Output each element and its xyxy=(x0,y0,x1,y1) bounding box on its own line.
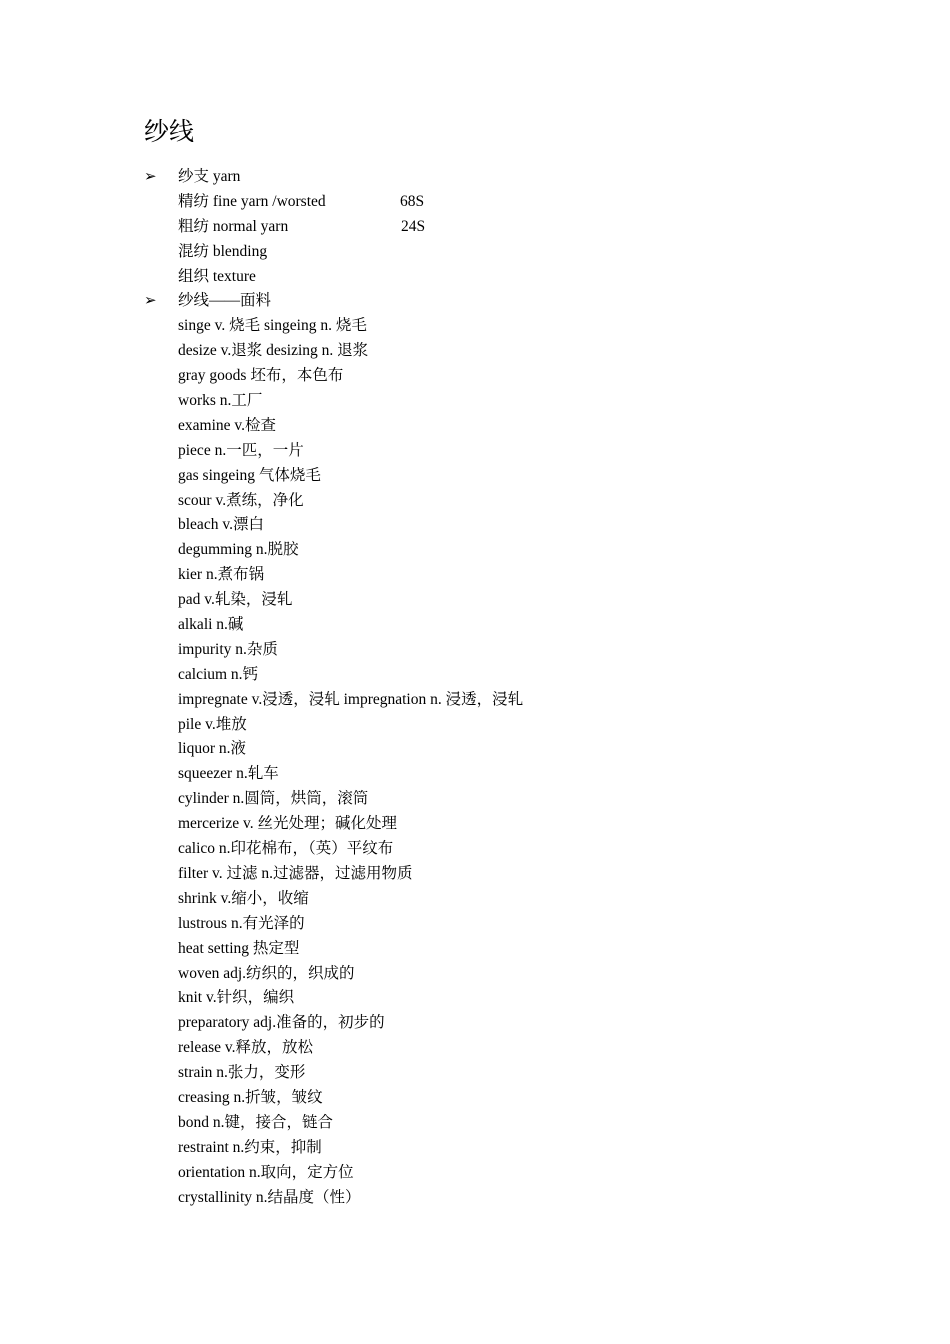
glossary-entry: mercerize v. 丝光处理；碱化处理 xyxy=(178,815,397,833)
glossary-entry: release v.释放，放松 xyxy=(178,1039,314,1057)
list-item xyxy=(0,1061,950,1086)
list-item xyxy=(0,862,950,887)
page-title: 纱线 xyxy=(144,117,195,146)
list-item xyxy=(0,1036,950,1061)
list-item xyxy=(0,1186,950,1211)
glossary-entry: piece n.一匹，一片 xyxy=(178,441,304,459)
arrow-bullet-icon: ➢ xyxy=(144,293,157,310)
glossary-entry: creasing n.折皱，皱纹 xyxy=(178,1088,323,1106)
yarn-count-value: 68S xyxy=(400,192,425,210)
list-item xyxy=(0,1111,950,1136)
list-item xyxy=(0,588,950,613)
list-item xyxy=(0,414,950,439)
glossary-entry: scour v.煮练，净化 xyxy=(178,491,304,509)
glossary-entry: pile v.堆放 xyxy=(178,715,247,733)
glossary-entry: gray goods 坯布，本色布 xyxy=(178,367,344,385)
glossary-entry: filter v. 过滤 n.过滤器，过滤用物质 xyxy=(178,864,413,882)
list-item xyxy=(0,812,950,837)
list-item xyxy=(0,787,950,812)
list-item xyxy=(0,688,950,713)
glossary-entry: bleach v.漂白 xyxy=(178,516,264,534)
term-text: 组织 texture xyxy=(178,267,256,285)
vocabulary-list xyxy=(0,165,950,1210)
list-item xyxy=(0,837,950,862)
list-item xyxy=(0,762,950,787)
list-item xyxy=(0,538,950,563)
glossary-list xyxy=(0,314,950,1210)
glossary-entry: desize v.退浆 desizing n. 退浆 xyxy=(178,342,369,360)
list-item xyxy=(0,613,950,638)
glossary-entry: impregnate v.浸透，浸轧 impregnation n. 浸透，浸轧 xyxy=(178,690,524,708)
glossary-entry: preparatory adj.准备的，初步的 xyxy=(178,1014,385,1032)
list-item xyxy=(0,513,950,538)
list-item xyxy=(0,215,950,240)
glossary-entry: examine v.检查 xyxy=(178,416,276,434)
section-heading-text: 纱支 yarn xyxy=(178,168,241,185)
glossary-entry: lustrous n.有光泽的 xyxy=(178,914,305,932)
glossary-entry: strain n.张力，变形 xyxy=(178,1064,306,1082)
glossary-entry: knit v.针织，编织 xyxy=(178,989,295,1007)
glossary-entry: woven adj.纺织的，织成的 xyxy=(178,964,355,982)
glossary-entry: restraint n.约束，抑制 xyxy=(178,1138,322,1156)
glossary-entry: orientation n.取向，定方位 xyxy=(178,1163,354,1181)
term-text: 精纺 fine yarn /worsted xyxy=(178,192,326,210)
arrow-bullet-icon: ➢ xyxy=(144,169,157,185)
list-item xyxy=(0,1086,950,1111)
list-item xyxy=(0,339,950,364)
list-item xyxy=(0,1161,950,1186)
term-text: 粗纺 normal yarn xyxy=(178,217,289,235)
glossary-entry: works n.工厂 xyxy=(178,392,263,410)
list-item xyxy=(0,912,950,937)
list-item xyxy=(0,364,950,389)
glossary-entry: liquor n.液 xyxy=(178,740,247,758)
list-item xyxy=(0,190,950,215)
list-item xyxy=(0,439,950,464)
glossary-entry: squeezer n.轧车 xyxy=(178,765,279,783)
list-item xyxy=(0,638,950,663)
glossary-entry: crystallinity n.结晶度（性） xyxy=(178,1188,361,1206)
glossary-entry: heat setting 热定型 xyxy=(178,939,300,957)
glossary-entry: shrink v.缩小，收缩 xyxy=(178,889,309,907)
glossary-entry: cylinder n.圆筒，烘筒，滚筒 xyxy=(178,790,369,808)
list-item xyxy=(0,1011,950,1036)
section-heading-yarn-count xyxy=(0,165,950,190)
list-item xyxy=(0,240,950,265)
yarn-count-value: 24S xyxy=(401,217,426,235)
glossary-entry: alkali n.碱 xyxy=(178,616,244,634)
glossary-entry: calcium n.钙 xyxy=(178,665,259,683)
list-item xyxy=(0,962,950,987)
glossary-entry: pad v.轧染，浸轧 xyxy=(178,591,293,609)
list-item xyxy=(0,464,950,489)
glossary-entry: calico n.印花棉布，（英）平纹布 xyxy=(178,840,394,858)
section-heading-yarn-fabric xyxy=(0,289,950,314)
list-item xyxy=(0,1136,950,1161)
term-text: 混纺 blending xyxy=(178,242,268,260)
glossary-entry: gas singeing 气体烧毛 xyxy=(178,466,321,484)
list-item xyxy=(0,489,950,514)
glossary-entry: kier n.煮布锅 xyxy=(178,566,265,584)
list-item xyxy=(0,713,950,738)
list-item xyxy=(0,737,950,762)
section-heading-text: 纱线——面料 xyxy=(178,292,272,310)
glossary-entry: impurity n.杂质 xyxy=(178,640,278,658)
list-item xyxy=(0,887,950,912)
glossary-entry: bond n.键，接合，链合 xyxy=(178,1113,334,1131)
glossary-entry: singe v. 烧毛 singeing n. 烧毛 xyxy=(178,317,367,335)
list-item xyxy=(0,986,950,1011)
list-item xyxy=(0,937,950,962)
list-item xyxy=(0,563,950,588)
glossary-entry: degumming n.脱胶 xyxy=(178,541,299,559)
list-item xyxy=(0,265,950,290)
list-item xyxy=(0,389,950,414)
list-item xyxy=(0,663,950,688)
list-item xyxy=(0,314,950,339)
